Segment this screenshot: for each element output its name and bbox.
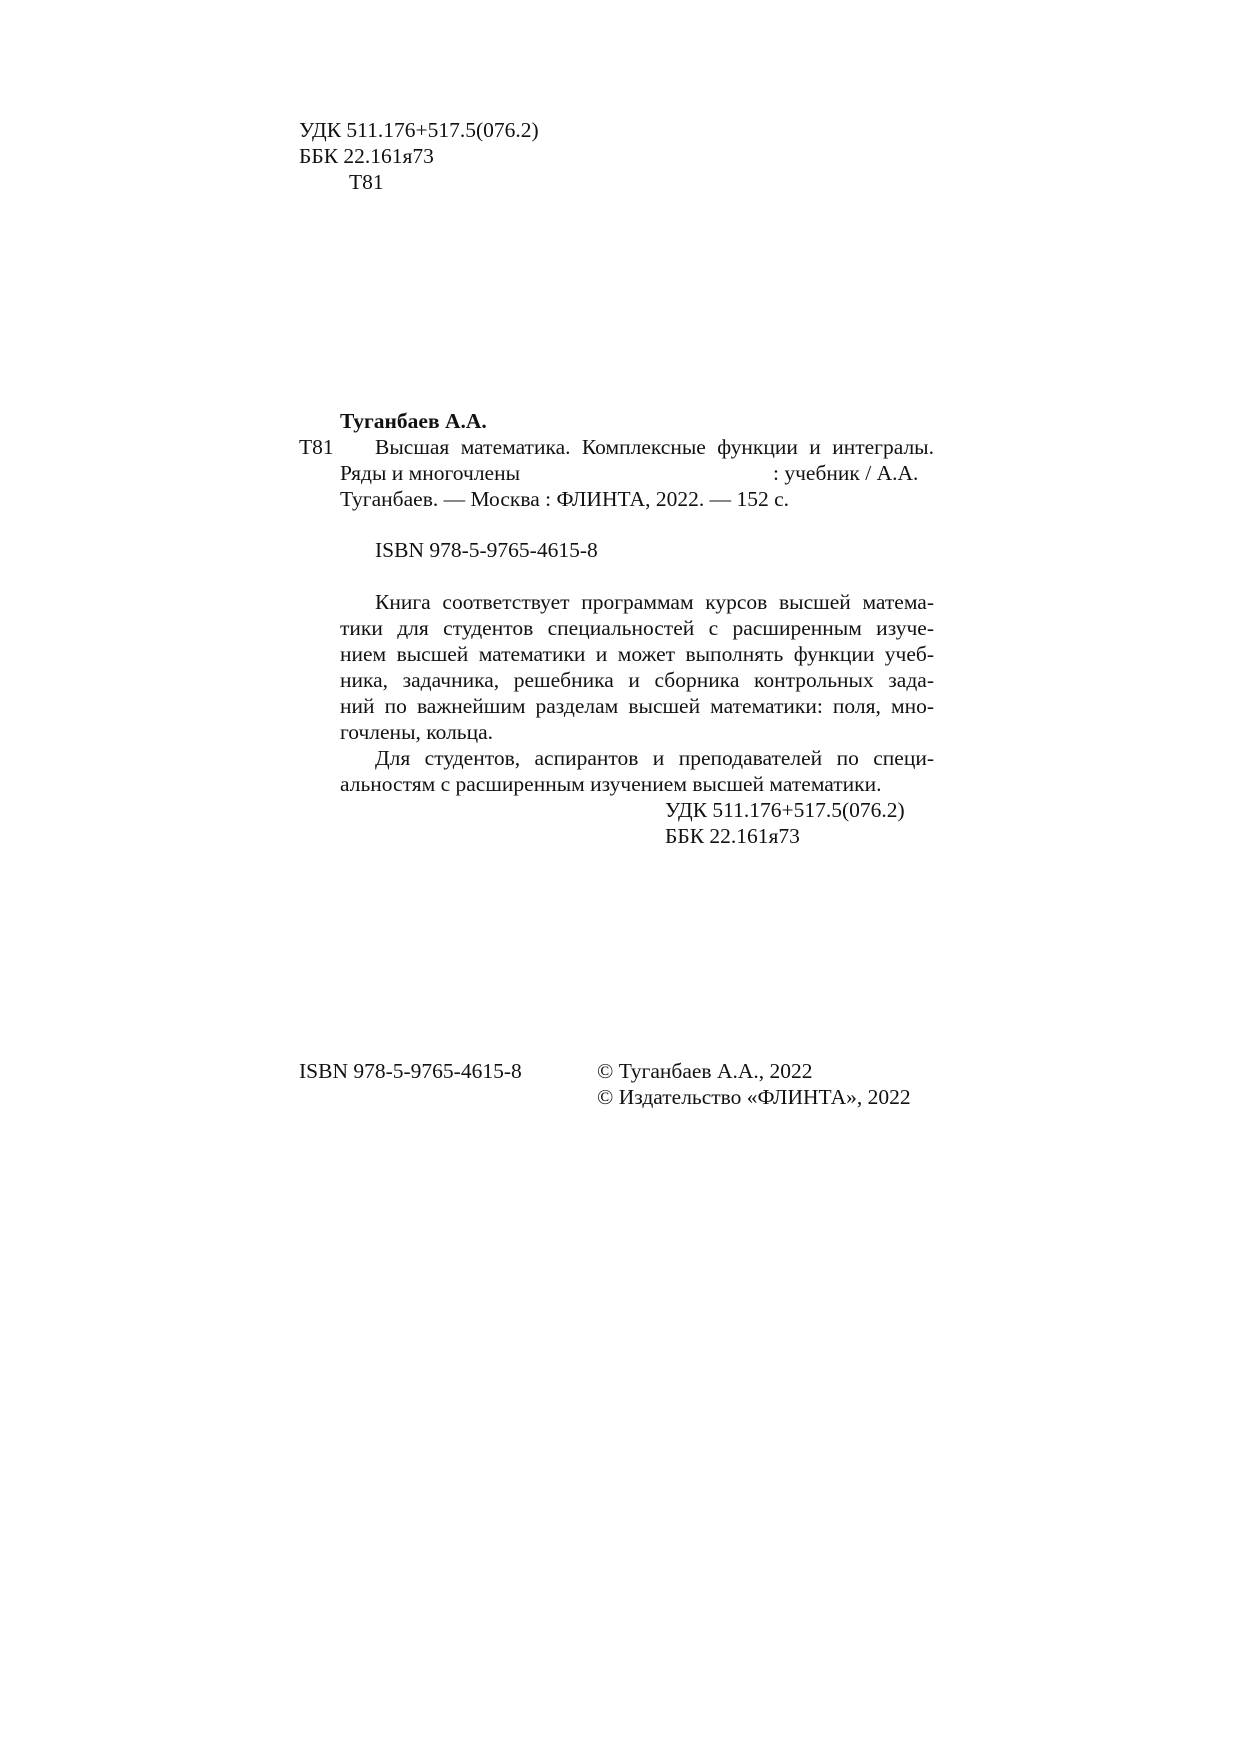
bbk-code-bottom: ББК 22.161я73 <box>665 824 800 848</box>
author-mark: Т81 <box>299 435 334 459</box>
udk-code-top: УДК 511.176+517.5(076.2) <box>299 118 539 142</box>
annotation-line: гочлены, кольца. <box>340 720 494 744</box>
title-line-2-left: Ряды и многочлены <box>340 461 521 485</box>
annotation-line: ний по важнейшим разделам высшей математики: поля, мно- <box>340 694 934 718</box>
copyright-publisher: © Издательство «ФЛИНТА», 2022 <box>597 1085 911 1109</box>
author-heading: Туганбаев А.А. <box>340 409 487 433</box>
copyright-author: © Туганбаев А.А., 2022 <box>597 1059 813 1083</box>
author-mark-top: Т81 <box>349 170 384 194</box>
udk-code-bottom: УДК 511.176+517.5(076.2) <box>665 798 905 822</box>
annotation-line: Для студентов, аспирантов и преподавателей по специ- <box>375 746 934 770</box>
annotation-line: тики для студентов специальностей с расширенным изуче- <box>340 616 934 640</box>
isbn-footer: ISBN 978-5-9765-4615-8 <box>299 1059 522 1083</box>
title-line-2-right: : учебник / А.А. <box>773 461 919 485</box>
title-line-3: Туганбаев. — Москва : ФЛИНТА, 2022. — 152 с. <box>340 487 789 511</box>
annotation-line: Книга соответствует программам курсов высшей матема- <box>375 590 934 614</box>
bbk-code-top: ББК 22.161я73 <box>299 144 434 168</box>
isbn-record: ISBN 978-5-9765-4615-8 <box>375 538 598 562</box>
title-line-1: Высшая математика. Комплексные функции и интегралы. <box>375 435 934 459</box>
annotation-line: альностям с расширенным изучением высшей математики. <box>340 772 882 796</box>
annotation-line: ника, задачника, решебника и сборника контрольных зада- <box>340 668 934 692</box>
annotation-line: нием высшей математики и может выполнять функции учеб- <box>340 642 934 666</box>
